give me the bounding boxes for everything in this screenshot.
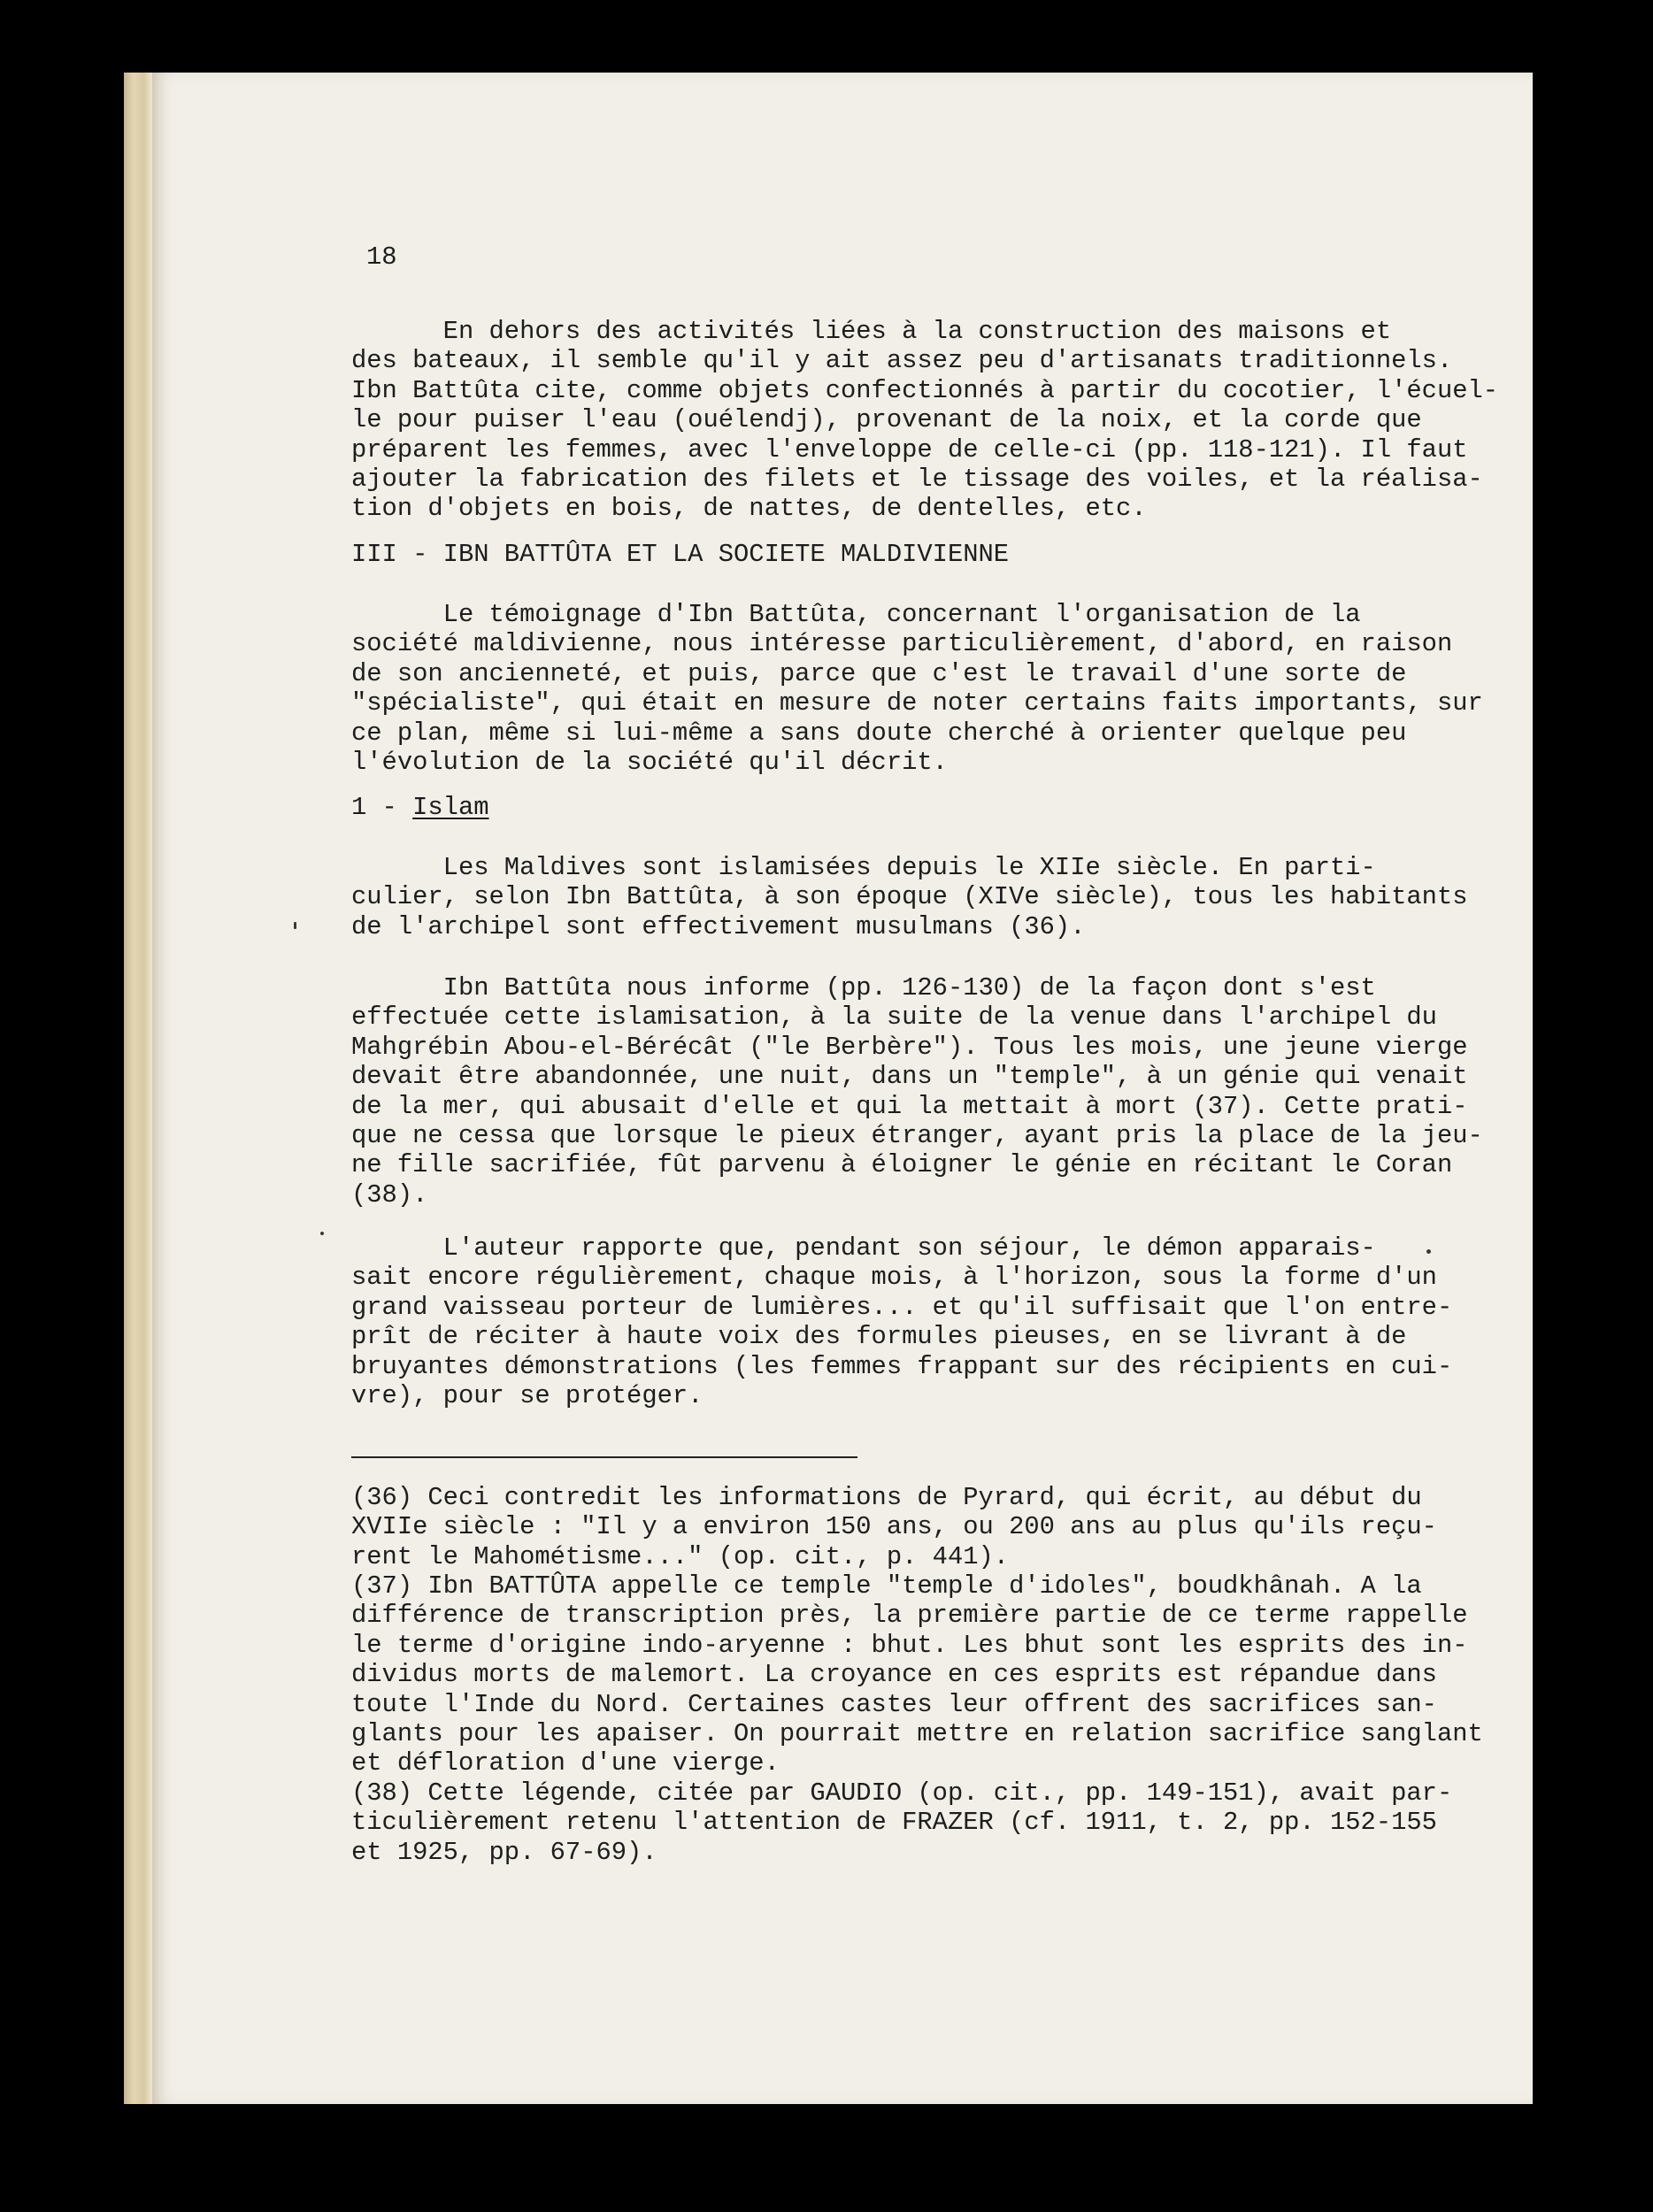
scan-speck (294, 922, 296, 929)
paragraph-islamisation: Ibn Battûta nous informe (pp. 126-130) de la façon dont s'est effectuée cette islamisation, à la suite de la venue dans l'archipel du Mahgrébin Abou-el-Bérécât ("le Berbère"). Tous les mois, une jeune vierge devait être abandonnée, une nuit, dans un "temple", à un génie qui venait de la mer, qui abusait d'elle et qui la mettait à mort (37). Cette prati- que ne cessa que lorsque le pieux étranger, ayant pris la place de la jeu- ne fille sacrifiée, fût parvenu à éloigner le génie en récitant le Coran (38). (351, 973, 1483, 1210)
section-heading: III - IBN BATTÛTA ET LA SOCIETE MALDIVIENNE (351, 540, 1010, 569)
page (152, 73, 1533, 2104)
page-stack-edge (124, 73, 152, 2104)
footnote-37: (37) Ibn BATTÛTA appelle ce temple "temple d'idoles", boudkhânah. A la différence de transcription près, la première partie de ce terme rappelle le terme d'origine indo-aryenne : bhut. Les bhut sont les esprits des in- dividus morts de malemort. La croyance en ces esprits est répandue dans toute l'Inde du Nord. Certaines castes leur offrent des sacrifices san- glants pour les apaiser. On pourrait mettre en relation sacrifice sanglant et défloration d'une vierge. (351, 1571, 1483, 1778)
scan-speck (1426, 1249, 1431, 1254)
subheading-islam: 1 - Islam (351, 793, 489, 822)
page-number: 18 (366, 242, 397, 272)
paragraph-islamisees: Les Maldives sont islamisées depuis le XIIe siècle. En parti- culier, selon Ibn Battûta, à son époque (XIVe siècle), tous les habitants de l'archipel sont effectivement musulmans (36). (351, 853, 1468, 941)
scan-speck (320, 1232, 324, 1235)
footnote-rule (351, 1456, 857, 1458)
footnote-36: (36) Ceci contredit les informations de Pyrard, qui écrit, au début du XVIIe siècle : "Il y a environ 150 ans, ou 200 ans au plus qu'ils reçu- rent le Mahométisme..." (op. cit., p. 441). (351, 1483, 1437, 1571)
paragraph-artisanats: En dehors des activités liées à la construction des maisons et des bateaux, il semble qu'il y ait assez peu d'artisanats traditionnels. Ibn Battûta cite, comme objets confectionnés à partir du cocotier, l'écuel- le pour puiser l'eau (ouélendj), provenant de la noix, et la corde que préparent les femmes, avec l'enveloppe de celle-ci (pp. 118-121). Il faut ajouter la fabrication des filets et le tissage des voiles, et la réalisa- tion d'objets en bois, de nattes, de dentelles, etc. (351, 317, 1499, 524)
paragraph-demon: L'auteur rapporte que, pendant son séjour, le démon apparais- sait encore régulièrement, chaque mois, à l'horizon, sous la forme d'un grand vaisseau porteur de lumières... et qu'il suffisait que l'on entre- prît de réciter à haute voix des formules pieuses, en se livrant à de bruyantes démonstrations (les femmes frappant sur des récipients en cui- vre), pour se protéger. (351, 1233, 1453, 1411)
paragraph-temoignage: Le témoignage d'Ibn Battûta, concernant l'organisation de la société maldivienne, nous intéresse particulièrement, d'abord, en raison de son ancienneté, et puis, parce que c'est le travail d'une sorte de "spécialiste", qui était en mesure de noter certains faits importants, sur ce plan, même si lui-même a sans doute cherché à orienter quelque peu l'évolution de la société qu'il décrit. (351, 600, 1483, 778)
footnote-38: (38) Cette légende, citée par GAUDIO (op. cit., pp. 149-151), avait par- ticulièrement retenu l'attention de FRAZER (cf. 1911, t. 2, pp. 152-155 et 1925, pp. 67-69). (351, 1778, 1453, 1867)
bleed-through-text (1267, 83, 1515, 101)
